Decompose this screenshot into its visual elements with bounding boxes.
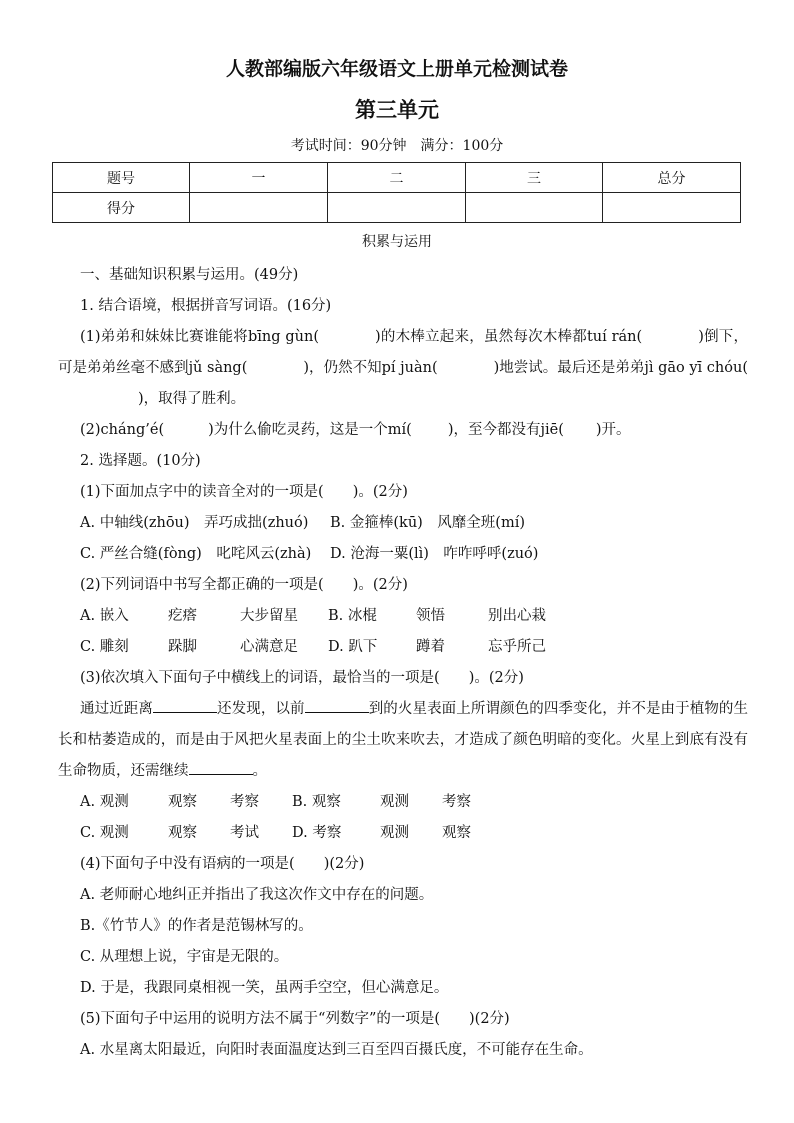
q2-3-options-ab bbox=[58, 787, 748, 818]
q2-4-option-c[interactable]: C. 从理想上说，宇宙是无限的。 bbox=[80, 949, 289, 965]
q2-4-option-b[interactable]: B.《竹节人》的作者是范锡林写的。 bbox=[80, 918, 313, 934]
score-cell-section-2: 二 bbox=[328, 163, 466, 193]
q1-paragraph-1: (1)弟弟和妹妹比赛谁能将bīng gùn( )的木棒立起来，虽然每次木棒都tuí rán( )倒下，可是弟弟丝毫不感到jǔ sàng( )，仍然不知pí juàn( )地尝试。最后还是弟弟jì gāo yī chóu()，取得了胜利。 bbox=[58, 329, 749, 407]
question-body bbox=[58, 260, 748, 1066]
score-table-score-row bbox=[53, 193, 741, 223]
option-c-word-1[interactable]: C. 雕刻 bbox=[80, 639, 129, 655]
option-a-word-1[interactable]: A. 观测 bbox=[80, 794, 129, 810]
option-c-word-2: 跺脚 bbox=[168, 639, 197, 655]
score-input-total[interactable] bbox=[603, 193, 741, 223]
pinyin-6: cháng’é( bbox=[100, 422, 165, 438]
score-table-header-row bbox=[53, 163, 741, 193]
q2-1-options-cd bbox=[58, 539, 748, 570]
q2-2-options-ab bbox=[58, 601, 748, 632]
pinyin-1: bīng gùn( bbox=[247, 329, 319, 345]
score-table bbox=[52, 162, 741, 223]
option-a-word-3: 大步留星 bbox=[240, 608, 298, 624]
fill-line-1[interactable] bbox=[153, 698, 217, 713]
option-a-word-3: 考察 bbox=[230, 794, 259, 810]
section-heading: 积累与运用 bbox=[362, 234, 432, 250]
score-cell-total: 总分 bbox=[603, 163, 741, 193]
score-cell-label: 题号 bbox=[53, 163, 190, 193]
option-c-word-3: 心满意足 bbox=[240, 639, 298, 655]
option-b[interactable]: B. 金箍棒(kū) 风靡全班(mí) bbox=[330, 515, 526, 531]
option-a-word-2: 疙瘩 bbox=[168, 608, 197, 624]
option-d-word-1[interactable]: D. 趴下 bbox=[328, 639, 378, 655]
option-c[interactable]: C. 严丝合缝(fòng) 叱咤风云(zhà) bbox=[80, 546, 312, 562]
q2-2-options-cd bbox=[58, 632, 748, 663]
q2-5-stem: (5)下面句子中运用的说明方法不属于“列数字”的一项是( )(2分) bbox=[80, 1011, 510, 1027]
exam-title: 人教部编版六年级语文上册单元检测试卷 bbox=[225, 58, 568, 80]
score-input-2[interactable] bbox=[328, 193, 466, 223]
option-a-word-2: 观察 bbox=[168, 794, 197, 810]
pinyin-8: jiē( bbox=[540, 422, 564, 438]
q2-heading: 2. 选择题。(10分) bbox=[80, 453, 201, 469]
q2-5-option-a[interactable]: A. 水星离太阳最近，向阳时表面温度达到三百至四百摄氏度，不可能存在生命。 bbox=[80, 1042, 593, 1058]
option-c-word-2: 观察 bbox=[168, 825, 197, 841]
q2-2-stem: (2)下列词语中书写全都正确的一项是( )。(2分) bbox=[80, 577, 408, 593]
part1-heading: 一、基础知识积累与运用。(49分) bbox=[80, 267, 299, 283]
option-b-word-2: 观测 bbox=[380, 794, 409, 810]
option-d-word-2: 蹲着 bbox=[416, 639, 445, 655]
option-a[interactable]: A. 中轴线(zhōu) 弄巧成拙(zhuó) bbox=[80, 515, 309, 531]
score-cell-section-1: 一 bbox=[190, 163, 328, 193]
q2-3-options-cd bbox=[58, 818, 748, 849]
option-d-word-2: 观测 bbox=[380, 825, 409, 841]
q2-3-passage: 通过近距离 还发现，以前 到的火星表面上所谓颜色的四季变化，并不是由于植物的生长和枯萎造成的，而是由于风把火星表面上的尘土吹来吹去，才造成了颜色明暗的变化。火星上到底有没有生命物质，还需继续 。 bbox=[58, 694, 748, 787]
option-b-word-2: 领悟 bbox=[416, 608, 445, 624]
option-b-word-1[interactable]: B. 冰棍 bbox=[328, 608, 377, 624]
fill-line-3[interactable] bbox=[189, 760, 253, 775]
option-b-word-3: 别出心栽 bbox=[488, 608, 546, 624]
score-input-1[interactable] bbox=[190, 193, 328, 223]
pinyin-3: jǔ sàng( bbox=[188, 360, 248, 376]
unit-title: 第三单元 bbox=[355, 97, 439, 122]
q2-4-option-d[interactable]: D. 于是，我跟同桌相视一笑，虽两手空空，但心满意足。 bbox=[80, 980, 449, 996]
exam-info: 考试时间：90分钟 满分：100分 bbox=[290, 138, 504, 154]
option-d[interactable]: D. 沧海一粟(lì) 咋咋呼呼(zuó) bbox=[330, 546, 539, 562]
pinyin-7: mí( bbox=[387, 422, 412, 438]
q2-1-stem: (1)下面加点字中的读音全对的一项是( )。(2分) bbox=[80, 484, 408, 500]
q2-3-stem: (3)依次填入下面句子中横线上的词语，最恰当的一项是( )。(2分) bbox=[80, 670, 524, 686]
q2-4-stem: (4)下面句子中没有语病的一项是( )(2分) bbox=[80, 856, 365, 872]
fill-line-2[interactable] bbox=[305, 698, 369, 713]
pinyin-5: jì gāo yī chóu( bbox=[644, 360, 748, 376]
option-d-word-3: 忘乎所己 bbox=[488, 639, 546, 655]
score-input-3[interactable] bbox=[466, 193, 603, 223]
q2-1-options-ab bbox=[58, 508, 748, 539]
option-c-word-1[interactable]: C. 观测 bbox=[80, 825, 129, 841]
option-b-word-1[interactable]: B. 观察 bbox=[292, 794, 341, 810]
q2-4-option-a[interactable]: A. 老师耐心地纠正并指出了我这次作文中存在的问题。 bbox=[80, 887, 434, 903]
score-cell-section-3: 三 bbox=[466, 163, 603, 193]
option-c-word-3: 考试 bbox=[230, 825, 259, 841]
option-b-word-3: 考察 bbox=[442, 794, 471, 810]
q1-heading: 1. 结合语境，根据拼音写词语。(16分) bbox=[80, 298, 332, 314]
option-a-word-1[interactable]: A. 嵌入 bbox=[80, 608, 129, 624]
option-d-word-3: 观察 bbox=[442, 825, 471, 841]
pinyin-4: pí juàn( bbox=[381, 360, 438, 376]
pinyin-2: tuí rán( bbox=[586, 329, 643, 345]
score-row-label: 得分 bbox=[53, 193, 190, 223]
q1-paragraph-2: (2)cháng’é( )为什么偷吃灵药，这是一个mí( )，至今都没有jiē( )开。 bbox=[80, 422, 631, 438]
option-d-word-1[interactable]: D. 考察 bbox=[292, 825, 342, 841]
